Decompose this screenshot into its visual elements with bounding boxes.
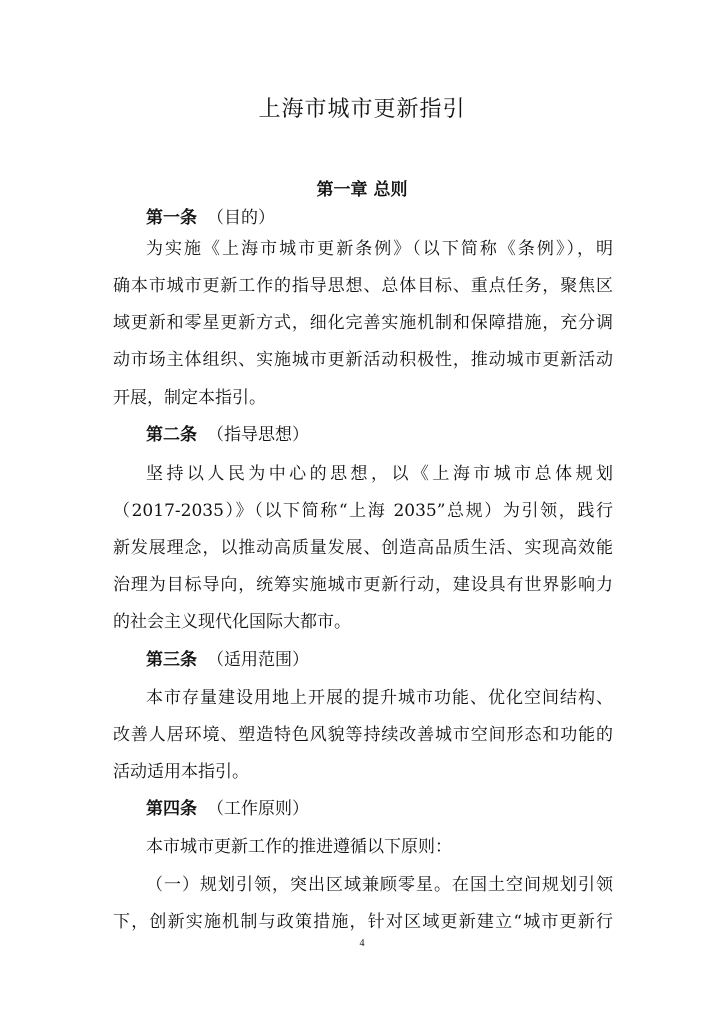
paragraph-line: 确本市城市更新工作的指导思想、总体目标、重点任务，聚焦区	[113, 276, 613, 296]
paragraph-line: 为实施《上海市城市更新条例》（以下简称《条例》），明	[146, 239, 613, 259]
article-number: 第四条	[146, 799, 197, 819]
paragraph-line: （2017-2035）》（以下简称“上海 2035”总规）为引领，践行	[113, 501, 613, 521]
article-heading	[146, 423, 613, 447]
paragraph-line: 改善人居环境、塑造特色风貌等持续改善城市空间形态和功能的	[113, 725, 613, 745]
article-number: 第三条	[146, 650, 197, 670]
article-subtitle: （适用范围）	[207, 650, 309, 670]
article-subtitle: （目的）	[207, 208, 275, 228]
paragraph-line: 开展，制定本指引。	[113, 388, 266, 408]
article-number: 第二条	[146, 425, 197, 445]
paragraph-line: 域更新和零星更新方式，细化完善实施机制和保障措施，充分调	[113, 313, 613, 333]
chapter-heading: 第一章 总则	[316, 180, 408, 200]
paragraph-line: 的社会主义现代化国际大都市。	[113, 612, 351, 632]
article-heading	[146, 648, 613, 672]
article-subtitle: （工作原则）	[207, 799, 309, 819]
paragraph-line: 本市城市更新工作的推进遵循以下原则：	[146, 837, 452, 857]
paragraph-line: 新发展理念，以推动高质量发展、创造高品质生活、实现高效能	[113, 538, 613, 558]
paragraph-line: 活动适用本指引。	[113, 762, 249, 782]
page-number: 4	[359, 938, 365, 949]
paragraph-line: 动市场主体组织、实施城市更新活动积极性，推动城市更新活动	[113, 350, 613, 370]
document-title: 上海市城市更新指引	[258, 97, 466, 122]
paragraph-line: 本市存量建设用地上开展的提升城市功能、优化空间结构、	[146, 688, 613, 708]
paragraph-line: （一）规划引领，突出区域兼顾零星。在国土空间规划引领	[146, 875, 613, 895]
paragraph-line: 坚持以人民为中心的思想，以《上海市城市总体规划	[146, 464, 613, 484]
article-subtitle: （指导思想）	[207, 425, 309, 445]
article-number: 第一条	[146, 208, 197, 228]
paragraph-line: 治理为目标导向，统筹实施城市更新行动，建设具有世界影响力	[113, 575, 613, 595]
article-heading	[146, 206, 613, 230]
article-heading	[146, 797, 613, 821]
paragraph-line: 下，创新实施机制与政策措施，针对区域更新建立“城市更新行	[113, 912, 613, 932]
